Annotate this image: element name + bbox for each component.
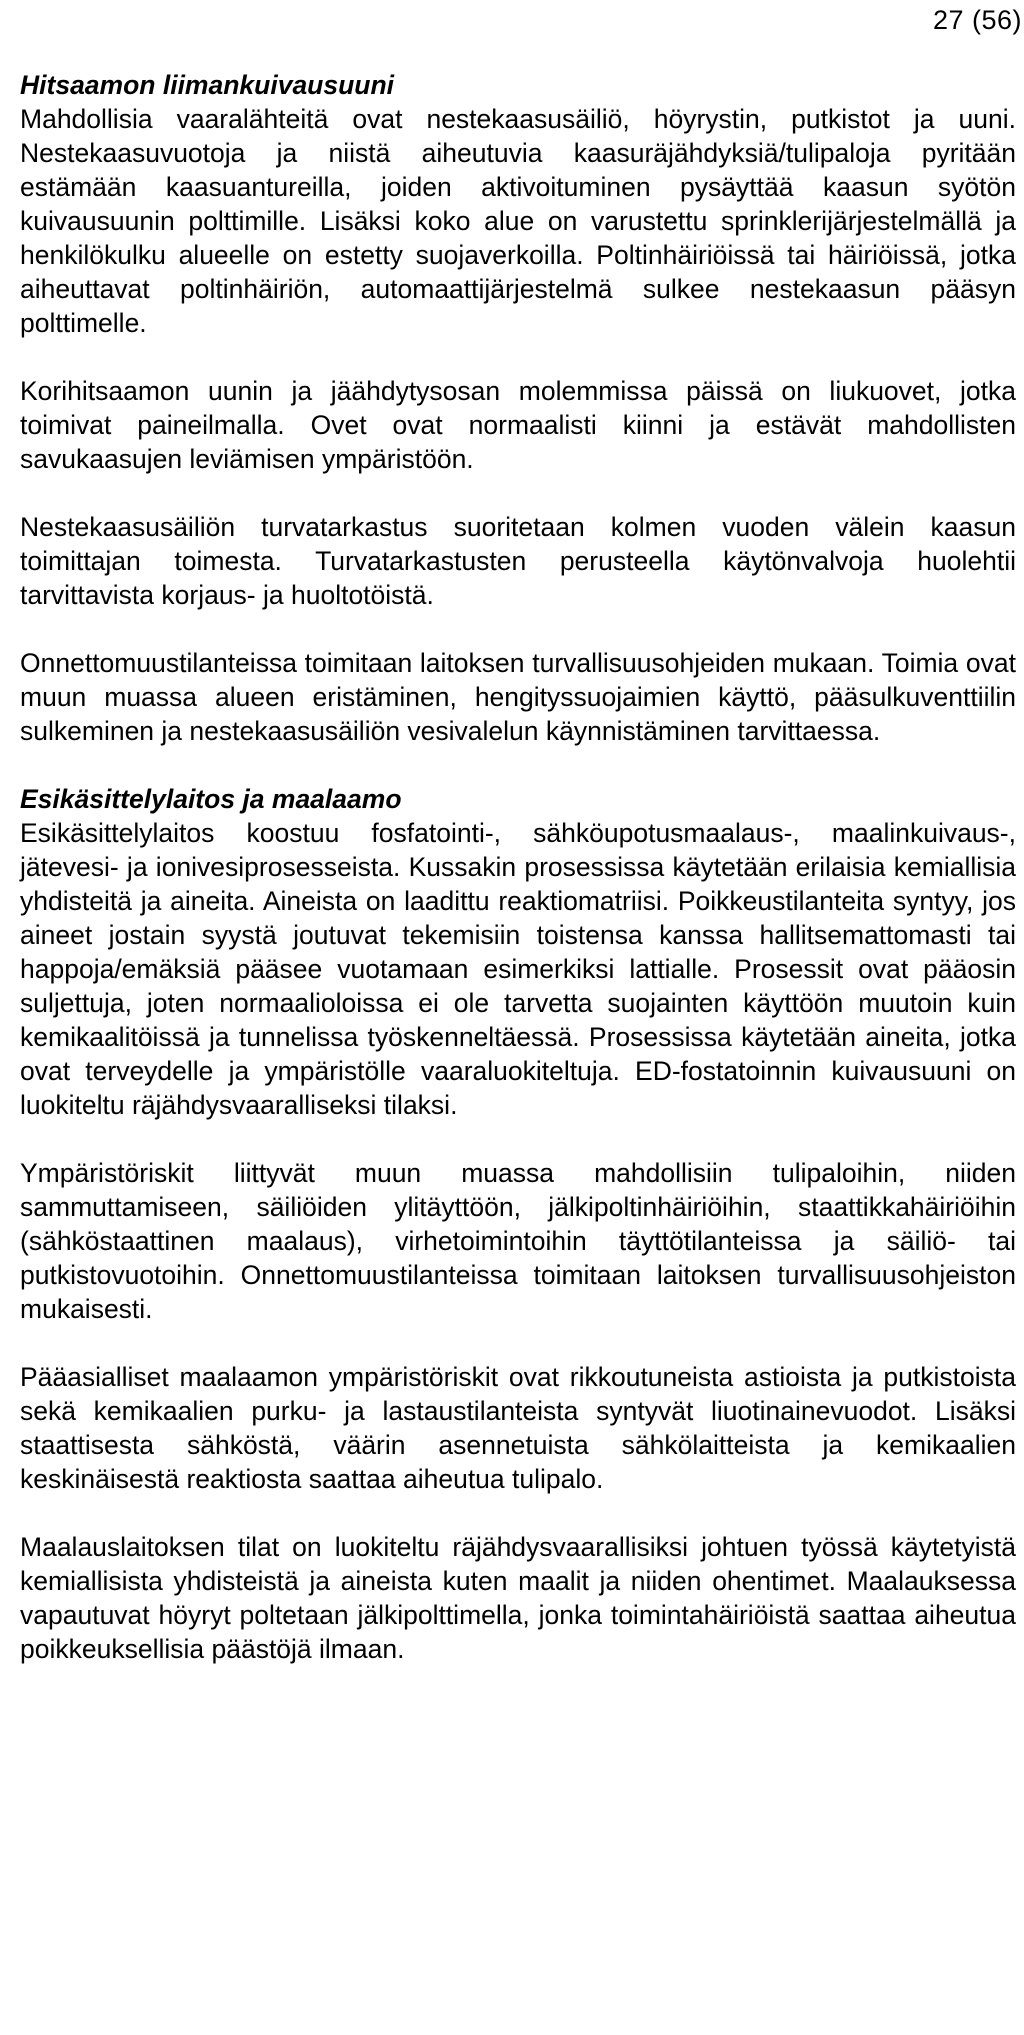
paragraph: Maalauslaitoksen tilat on luokiteltu räjähdysvaarallisiksi johtuen työssä käytetyistä kemiallisista yhdisteistä ja aineista kuten maalit ja niiden ohentimet. Maalauksessa vapautuvat höyryt poltetaan jälkipolttimella, jonka toimintahäiriöistä saattaa aiheutua poikkeuksellisia päästöjä ilmaan. [20, 1532, 1016, 1664]
paragraph: Onnettomuustilanteissa toimitaan laitoksen turvallisuusohjeiden mukaan. Toimia ovat muun muassa alueen eristäminen, hengityssuojaimien käyttö, pääsulkuventtiilin sulkeminen ja nestekaasusäiliön vesivalelun käynnistäminen tarvittaessa. [20, 648, 1016, 746]
paragraph: Esikäsittelylaitos koostuu fosfatointi-, sähköupotusmaalaus-, maalinkuivaus-, jätevesi- ja ionivesiprosesseista. Kussakin prosessissa käytetään erilaisia kemiallisia yhdisteitä ja aineita. Aineista on laadittu reaktiomatriisi. Poikkeustilanteita syntyy, jos aineet jostain syystä joutuvat tekemisiin toistensa kanssa hallitsemattomasti tai happoja/emäksiä pääsee vuotamaan esimerkiksi lattialle. Prosessit ovat pääosin suljettuja, joten normaalioloissa ei ole tarvetta suojainten käyttöön muutoin kuin kemikaalitöissä ja tunnelissa työskenneltäessä. Prosessissa käytetään aineita, jotka ovat terveydelle ja ympäristölle vaaraluokiteltuja. ED-fostatoinnin kuivausuuni on luokiteltu räjähdysvaaralliseksi tilaksi. [20, 818, 1016, 1120]
paragraph: Mahdollisia vaaralähteitä ovat nestekaasusäiliö, höyrystin, putkistot ja uuni. Nestekaasuvuotoja ja niistä aiheutuvia kaasuräjähdyksiä/tulipaloja pyritään estämään kaasuantureilla, joiden aktivoituminen pysäyttää kaasun syötön kuivausuunin polttimille. Lisäksi koko alue on varustettu sprinklerijärjestelmällä ja henkilökulku alueelle on estetty suojaverkoilla. Poltinhäiriöissä tai häiriöissä, jotka aiheuttavat poltinhäiriön, automaattijärjestelmä sulkee nestekaasun pääsyn polttimelle. [20, 104, 1016, 338]
document-body [20, 68, 1016, 1666]
paragraph: Pääasialliset maalaamon ympäristöriskit ovat rikkoutuneista astioista ja putkistoista sekä kemikaalien purku- ja lastaustilanteista syntyvät liuotinainevuodot. Lisäksi staattisesta sähköstä, väärin asennetuista sähkölaitteista ja kemikaalien keskinäisestä reaktiosta saattaa aiheutua tulipalo. [20, 1362, 1016, 1494]
section-heading-hitsaamo: Hitsaamon liimankuivausuuni [20, 70, 395, 100]
paragraph: Nestekaasusäiliön turvatarkastus suoritetaan kolmen vuoden välein kaasun toimittajan toimesta. Turvatarkastusten perusteella käytönvalvoja huolehtii tarvittavista korjaus- ja huoltotöistä. [20, 512, 1016, 610]
paragraph: Korihitsaamon uunin ja jäähdytysosan molemmissa päissä on liukuovet, jotka toimivat paineilmalla. Ovet ovat normaalisti kiinni ja estävät mahdollisten savukaasujen leviämisen ympäristöön. [20, 376, 1016, 474]
page-number: 27 (56) [932, 5, 1022, 35]
paragraph: Ympäristöriskit liittyvät muun muassa mahdollisiin tulipaloihin, niiden sammuttamiseen, säiliöiden ylitäyttöön, jälkipoltinhäiriöihin, staattikkahäiriöihin (sähköstaattinen maalaus), virhetoimintoihin täyttötilanteissa ja säiliö- tai putkistovuotoihin. Onnettomuustilanteissa toimitaan laitoksen turvallisuusohjeiston mukaisesti. [20, 1158, 1016, 1324]
section-heading-esikasittely: Esikäsittelylaitos ja maalaamo [20, 784, 402, 814]
